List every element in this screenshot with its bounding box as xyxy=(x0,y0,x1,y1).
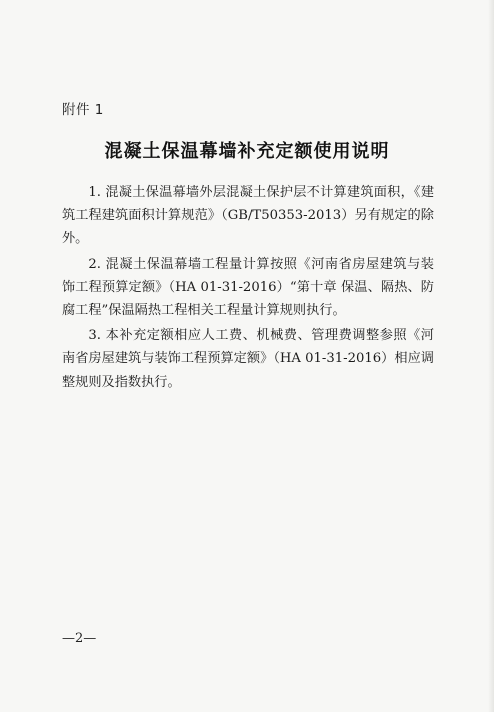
page-edge-shadow xyxy=(488,0,494,712)
attachment-label: 附件 1 xyxy=(62,102,104,118)
page-number: —2— xyxy=(62,631,97,646)
paragraph-2: 2. 混凝土保温幕墙工程量计算按照《河南省房屋建筑与装饰工程预算定额》（HA 01-31-2016）“第十章 保温、隔热、防腐工程”保温隔热工程相关工程量计算规则执行。 xyxy=(62,256,434,319)
document-body xyxy=(62,181,434,396)
paragraph-3: 3. 本补充定额相应人工费、机械费、管理费调整参照《河南省房屋建筑与装饰工程预算定额》（HA 01-31-2016）相应调整规则及指数执行。 xyxy=(62,328,434,390)
paragraph-1: 1. 混凝土保温幕墙外层混凝土保护层不计算建筑面积，《建筑工程建筑面积计算规范》（GB/T50353-2013）另有规定的除外。 xyxy=(62,185,434,247)
document-title: 混凝土保温幕墙补充定额使用说明 xyxy=(104,141,390,162)
